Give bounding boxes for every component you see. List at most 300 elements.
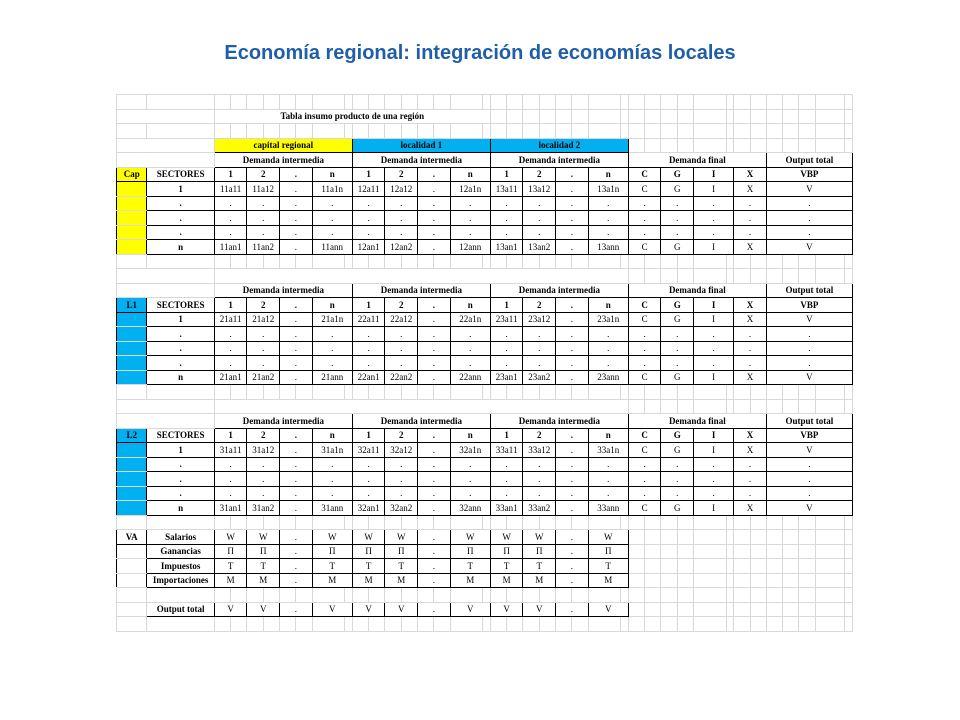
cell — [434, 515, 450, 530]
coef-cell: 23ann — [588, 370, 628, 385]
cell — [694, 385, 727, 400]
coef-cell: . — [588, 211, 628, 226]
cell — [694, 515, 727, 530]
cell — [385, 254, 401, 269]
coef-cell: . — [418, 240, 451, 255]
va-cell: M — [352, 573, 385, 588]
va-cell: T — [385, 559, 418, 574]
cell — [369, 385, 385, 400]
va-cell: Π — [214, 544, 247, 559]
output-total-header: Output total — [766, 283, 852, 298]
cell — [263, 617, 279, 632]
cell — [507, 124, 523, 139]
cell — [799, 515, 815, 530]
coef-cell: . — [450, 486, 490, 501]
df-cell: . — [694, 341, 734, 356]
cell — [628, 588, 644, 603]
table-row — [117, 573, 853, 588]
sectores-label: SECTORES — [147, 167, 214, 182]
va-cell: Π — [588, 544, 628, 559]
cell — [694, 254, 727, 269]
va-cell: . — [556, 544, 589, 559]
coef-cell: 11a11 — [214, 182, 247, 197]
demanda-intermedia-header: Demanda intermedia — [490, 283, 628, 298]
cell — [645, 617, 661, 632]
cell — [214, 385, 230, 400]
df-cell: . — [661, 486, 694, 501]
table-row — [117, 167, 853, 182]
col-header: 2 — [385, 428, 418, 443]
cell — [523, 385, 539, 400]
coef-cell: . — [523, 327, 556, 342]
df-cell: . — [628, 457, 661, 472]
cell — [539, 588, 555, 603]
cell — [369, 95, 385, 110]
cell — [147, 254, 214, 269]
va-cell: Π — [450, 544, 490, 559]
coef-cell: . — [214, 457, 247, 472]
col-header: . — [556, 428, 589, 443]
output-total-cell: V — [385, 602, 418, 617]
cell — [734, 269, 750, 284]
table-row — [117, 414, 853, 429]
cell — [815, 385, 844, 400]
cell — [117, 95, 147, 110]
va-cell: . — [280, 530, 313, 545]
cell — [572, 385, 588, 400]
cell — [280, 385, 296, 400]
cell — [450, 385, 483, 400]
cell — [117, 109, 215, 124]
coef-cell: . — [588, 341, 628, 356]
block-bar — [117, 341, 147, 356]
coef-cell: 23a11 — [490, 312, 523, 327]
vbp-header: VBP — [766, 298, 852, 313]
va-cell: . — [418, 573, 451, 588]
col-header: n — [588, 298, 628, 313]
df-cell: . — [661, 196, 694, 211]
cell — [247, 588, 263, 603]
cell — [799, 385, 815, 400]
cell — [490, 109, 506, 124]
cell — [799, 544, 815, 559]
coef-cell: . — [450, 211, 490, 226]
df-cell: C — [628, 501, 661, 516]
coef-cell: . — [588, 486, 628, 501]
va-cell: W — [247, 530, 280, 545]
cell — [726, 269, 734, 284]
va-cell: M — [588, 573, 628, 588]
cell — [280, 124, 296, 139]
col-header: n — [450, 428, 490, 443]
row-label: n — [147, 240, 214, 255]
cell — [783, 515, 799, 530]
cell — [645, 385, 661, 400]
vbp-cell: . — [766, 457, 852, 472]
coef-cell: 21ann — [312, 370, 352, 385]
cell — [799, 573, 815, 588]
cell — [750, 544, 766, 559]
cell — [734, 617, 750, 632]
coef-cell: 22an2 — [385, 370, 418, 385]
cell — [645, 559, 661, 574]
coef-cell: . — [312, 327, 352, 342]
coef-cell: 23an2 — [523, 370, 556, 385]
cell — [296, 385, 312, 400]
cell — [661, 385, 677, 400]
cell — [621, 124, 629, 139]
output-total-cell: V — [588, 602, 628, 617]
coef-cell: 13an2 — [523, 240, 556, 255]
cell — [845, 559, 853, 574]
cell — [572, 254, 588, 269]
cell — [556, 254, 572, 269]
cell — [247, 254, 263, 269]
cell — [312, 254, 345, 269]
coef-cell: . — [385, 457, 418, 472]
coef-cell: 22a11 — [352, 312, 385, 327]
cell — [280, 588, 296, 603]
coef-cell: . — [280, 501, 313, 516]
va-cell: T — [588, 559, 628, 574]
cell — [490, 588, 506, 603]
coef-cell: . — [312, 472, 352, 487]
coef-cell: . — [280, 370, 313, 385]
cell — [523, 95, 539, 110]
cell — [539, 617, 555, 632]
cell — [401, 254, 417, 269]
coef-cell: . — [556, 443, 589, 458]
cell — [726, 602, 734, 617]
cell — [247, 617, 263, 632]
cell — [750, 573, 766, 588]
va-cell: . — [418, 544, 451, 559]
cell — [694, 588, 727, 603]
cell — [490, 385, 506, 400]
cell — [734, 573, 750, 588]
cell — [588, 109, 621, 124]
cell — [147, 385, 214, 400]
cell — [588, 515, 621, 530]
coef-cell: . — [556, 370, 589, 385]
table-row — [117, 588, 853, 603]
coef-cell: . — [280, 356, 313, 371]
coef-cell: 33a12 — [523, 443, 556, 458]
cell — [734, 515, 750, 530]
cell — [628, 109, 644, 124]
output-total-header: Output total — [766, 414, 852, 429]
df-cell: . — [694, 196, 734, 211]
df-cell: . — [694, 457, 734, 472]
vbp-cell: . — [766, 341, 852, 356]
coef-cell: . — [247, 486, 280, 501]
va-cell: Π — [523, 544, 556, 559]
cell — [231, 95, 247, 110]
cell — [766, 95, 782, 110]
cell — [507, 617, 523, 632]
coef-cell: . — [352, 356, 385, 371]
coef-cell: . — [312, 457, 352, 472]
cell — [845, 617, 853, 632]
coef-cell: . — [556, 327, 589, 342]
coef-cell: . — [588, 196, 628, 211]
table-row — [117, 254, 853, 269]
col-header: n — [312, 167, 352, 182]
demanda-intermedia-header: Demanda intermedia — [490, 153, 628, 168]
cell — [214, 617, 230, 632]
coef-cell: 22a1n — [450, 312, 490, 327]
col-header: n — [588, 167, 628, 182]
cell — [418, 617, 434, 632]
cell — [263, 515, 279, 530]
df-col-header: I — [694, 167, 734, 182]
cell — [434, 254, 450, 269]
cell — [572, 95, 588, 110]
cell — [645, 544, 661, 559]
coef-cell: . — [247, 327, 280, 342]
cell — [450, 254, 483, 269]
row-label: 1 — [147, 312, 214, 327]
coef-cell: 13an1 — [490, 240, 523, 255]
cell — [483, 515, 491, 530]
coef-cell: . — [247, 196, 280, 211]
va-cell: T — [352, 559, 385, 574]
cell — [434, 95, 450, 110]
cell — [645, 269, 661, 284]
cell — [734, 124, 750, 139]
cell — [117, 254, 147, 269]
cell — [117, 414, 215, 429]
cell — [450, 95, 483, 110]
cell — [231, 588, 247, 603]
cell — [845, 588, 853, 603]
cell — [401, 124, 417, 139]
cell — [766, 588, 782, 603]
cell — [734, 254, 750, 269]
cell — [117, 269, 215, 284]
block-code: Cap — [117, 167, 147, 182]
cell — [661, 544, 677, 559]
coef-cell: 22ann — [450, 370, 490, 385]
table-row — [117, 211, 853, 226]
cell — [628, 544, 644, 559]
va-label — [117, 544, 147, 559]
df-cell: G — [661, 240, 694, 255]
block-bar — [117, 240, 147, 255]
table-title: Tabla insumo producto de una región — [214, 109, 490, 124]
cell — [556, 515, 572, 530]
cell — [799, 617, 815, 632]
cell — [726, 559, 734, 574]
cell — [312, 588, 345, 603]
cell — [247, 385, 263, 400]
cell — [296, 588, 312, 603]
va-cell: W — [214, 530, 247, 545]
cell — [352, 588, 368, 603]
cell — [507, 95, 523, 110]
coef-cell: . — [214, 196, 247, 211]
cell — [726, 573, 734, 588]
coef-cell: . — [556, 240, 589, 255]
cell — [385, 124, 401, 139]
coef-cell: . — [418, 457, 451, 472]
cell — [766, 573, 782, 588]
table-row — [117, 298, 853, 313]
row-label: n — [147, 370, 214, 385]
vbp-cell: V — [766, 501, 852, 516]
cell — [418, 124, 434, 139]
coef-cell: . — [556, 196, 589, 211]
va-cell: W — [588, 530, 628, 545]
coef-cell: 11ann — [312, 240, 352, 255]
cell — [750, 385, 766, 400]
cell — [677, 138, 693, 153]
va-label — [117, 573, 147, 588]
coef-cell: . — [490, 225, 523, 240]
coef-cell: . — [312, 211, 352, 226]
block-bar — [117, 225, 147, 240]
coef-cell: . — [490, 457, 523, 472]
cell — [369, 617, 385, 632]
coef-cell: 32an2 — [385, 501, 418, 516]
cell — [352, 515, 368, 530]
cell — [734, 399, 750, 414]
cell — [296, 515, 312, 530]
coef-cell: 23a12 — [523, 312, 556, 327]
table-row — [117, 240, 853, 255]
cell — [766, 602, 782, 617]
cell — [507, 588, 523, 603]
coef-cell: 13a1n — [588, 182, 628, 197]
cell — [734, 138, 750, 153]
cell — [539, 254, 555, 269]
vbp-header: VBP — [766, 167, 852, 182]
va-cell: M — [385, 573, 418, 588]
cell — [490, 515, 506, 530]
cell — [677, 530, 693, 545]
cell — [726, 530, 734, 545]
va-cell: . — [556, 559, 589, 574]
cell — [247, 515, 263, 530]
df-cell: . — [628, 486, 661, 501]
df-cell: I — [694, 312, 734, 327]
cell — [263, 124, 279, 139]
table-row — [117, 617, 853, 632]
df-cell: C — [628, 370, 661, 385]
cell — [628, 573, 644, 588]
block-code: L1 — [117, 298, 147, 313]
cell — [799, 269, 815, 284]
va-cell: M — [247, 573, 280, 588]
cell — [214, 124, 230, 139]
coef-cell: . — [523, 472, 556, 487]
cell — [766, 138, 782, 153]
cell — [588, 385, 621, 400]
coef-cell: . — [418, 182, 451, 197]
coef-cell: 23an1 — [490, 370, 523, 385]
cell — [694, 530, 727, 545]
col-header: 1 — [490, 167, 523, 182]
vbp-cell: . — [766, 327, 852, 342]
cell — [645, 588, 661, 603]
cell — [750, 588, 766, 603]
va-row-label: Impuestos — [147, 559, 214, 574]
cell — [694, 399, 727, 414]
va-cell: . — [280, 573, 313, 588]
cell — [385, 385, 401, 400]
cell — [726, 138, 734, 153]
cell — [661, 109, 677, 124]
cell — [523, 515, 539, 530]
df-col-header: I — [694, 298, 734, 313]
va-cell: . — [280, 559, 313, 574]
cell — [750, 124, 766, 139]
cell — [750, 269, 766, 284]
cell — [815, 269, 844, 284]
coef-cell: . — [588, 225, 628, 240]
va-cell: . — [556, 573, 589, 588]
coef-cell: . — [450, 341, 490, 356]
io-table-grid — [116, 94, 853, 632]
cell — [280, 254, 296, 269]
cell — [783, 530, 799, 545]
col-header: n — [450, 167, 490, 182]
df-cell: I — [694, 240, 734, 255]
output-total-cell: V — [450, 602, 490, 617]
cell — [694, 269, 727, 284]
va-cell: . — [556, 530, 589, 545]
block-bar — [117, 182, 147, 197]
cell — [147, 588, 214, 603]
cell — [815, 588, 844, 603]
cell — [352, 124, 368, 139]
coef-cell: . — [280, 457, 313, 472]
cell — [539, 515, 555, 530]
sectores-label: SECTORES — [147, 428, 214, 443]
output-total-cell: . — [280, 602, 313, 617]
vbp-cell: V — [766, 240, 852, 255]
cell — [661, 602, 677, 617]
df-cell: G — [661, 182, 694, 197]
coef-cell: . — [352, 225, 385, 240]
cell — [677, 399, 693, 414]
vbp-cell: . — [766, 356, 852, 371]
cell — [296, 254, 312, 269]
cell — [845, 399, 853, 414]
cell — [621, 588, 629, 603]
coef-cell: 11a12 — [247, 182, 280, 197]
df-cell: . — [628, 225, 661, 240]
cell — [750, 602, 766, 617]
df-cell: . — [734, 211, 767, 226]
cell — [677, 269, 693, 284]
cell — [280, 617, 296, 632]
cell — [490, 124, 506, 139]
cell — [214, 515, 230, 530]
cell — [214, 269, 628, 284]
block-bar — [117, 312, 147, 327]
row-label: . — [147, 327, 214, 342]
cell — [523, 588, 539, 603]
df-col-header: X — [734, 428, 767, 443]
coef-cell: . — [450, 196, 490, 211]
cell — [117, 515, 147, 530]
cell — [726, 515, 734, 530]
va-cell: W — [352, 530, 385, 545]
cell — [385, 515, 401, 530]
cell — [799, 559, 815, 574]
coef-cell: 13a12 — [523, 182, 556, 197]
